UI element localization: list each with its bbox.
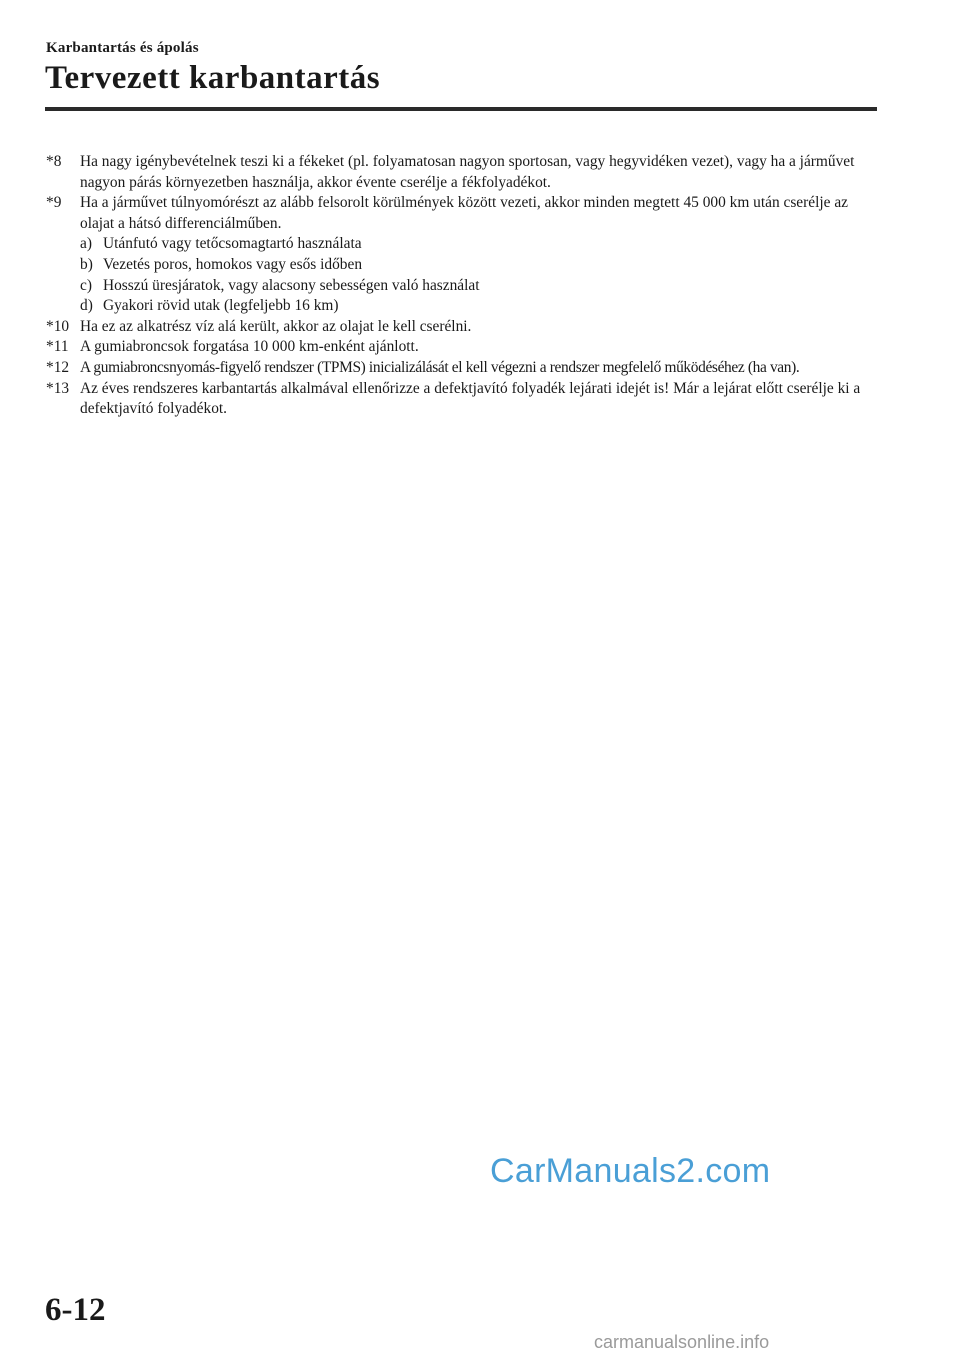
page-number: 6-12 (45, 1292, 106, 1328)
list-item (80, 276, 878, 297)
footnote-marker: *12 (46, 358, 70, 376)
list-item-letter: b) (80, 255, 93, 273)
footnote-12 (46, 358, 878, 379)
footnote-marker: *9 (46, 194, 62, 212)
page-title: Tervezett karbantartás (45, 60, 381, 96)
footnote-marker: *11 (46, 338, 69, 356)
footnote-text: Ha ez az alkatrész víz alá került, akkor az olajat le kell cserélni. (80, 317, 472, 335)
footnote-8 (46, 152, 878, 193)
footnote-marker: *13 (46, 379, 70, 397)
footnote-marker: *10 (46, 317, 70, 335)
title-rule (45, 107, 877, 111)
list-item-text: Vezetés poros, homokos vagy esős időben (103, 255, 363, 273)
watermark-logo: CarManuals2.com (490, 1152, 771, 1190)
list-item-text: Utánfutó vagy tetőcsomagtartó használata (103, 235, 362, 253)
footnote-text: A gumiabroncsnyomás-figyelő rendszer (TPMS) inicializálását el kell végezni a rendszer megfelelő működéséhez (ha van). (80, 358, 800, 376)
footnote-text: A gumiabroncsok forgatása 10 000 km-enként ajánlott. (80, 338, 419, 356)
section-label: Karbantartás és ápolás (46, 40, 199, 56)
list-item (80, 296, 878, 317)
list-item-letter: a) (80, 235, 92, 253)
list-item-letter: c) (80, 276, 92, 294)
footnote-10 (46, 317, 878, 338)
list-item-letter: d) (80, 297, 93, 315)
list-item-text: Gyakori rövid utak (legfeljebb 16 km) (103, 297, 339, 315)
list-item (80, 255, 878, 276)
footnote-13 (46, 379, 878, 420)
footnote-text: Az éves rendszeres karbantartás alkalmával ellenőrizze a defektjavító folyadék lejárati idejét is! Már a lejárat előtt cserélje ki a defektjavító folyadékot. (80, 379, 861, 418)
footnote-text: Ha nagy igénybevételnek teszi ki a fékeket (pl. folyamatosan nagyon sportosan, vagy hegyvidéken vezet), vagy ha a járművet nagyon párás környezetben használja, akkor évente cserélje a fékfolyadékot. (80, 153, 855, 191)
footnote-9 (46, 193, 878, 317)
footnote-text: Ha a járművet túlnyomórészt az alább felsorolt körülmények között vezeti, akkor minden megtett 45 000 km után cserélje az olajat a hátsó differenciálműben. (80, 194, 848, 232)
list-item (80, 234, 878, 255)
footnote-marker: *8 (46, 153, 62, 170)
condition-list (80, 234, 878, 316)
list-item-text: Hosszú üresjáratok, vagy alacsony sebességen való használat (103, 276, 480, 294)
footnote-11 (46, 337, 878, 358)
source-url: carmanualsonline.info (594, 1332, 770, 1352)
footnotes-list (46, 152, 878, 420)
